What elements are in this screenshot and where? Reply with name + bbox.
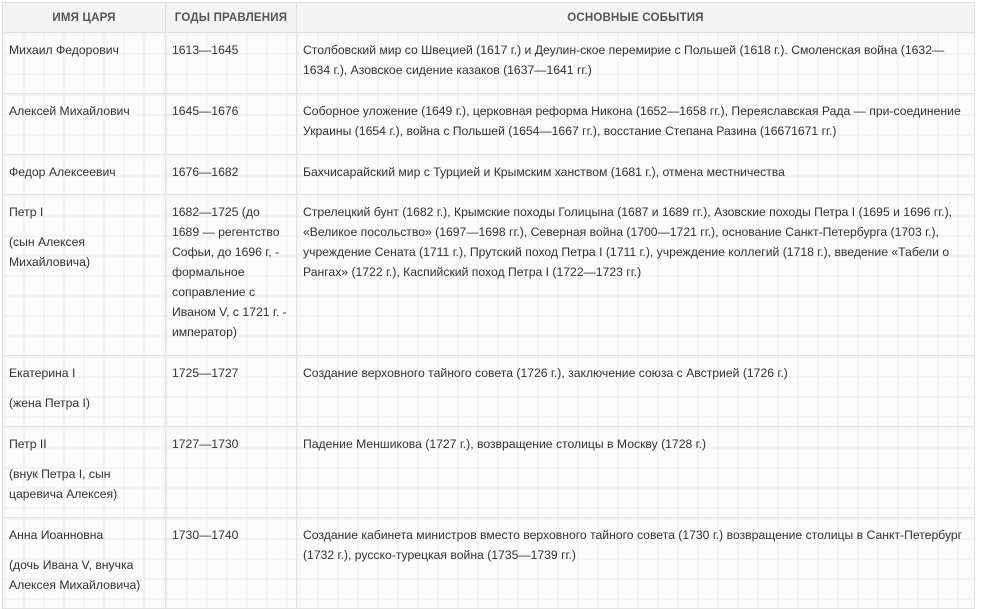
tsars-table xyxy=(2,2,975,609)
cell-events: Создание верховного тайного совета (1726 г.), заключение союза с Австрией (1726 г.) xyxy=(297,356,975,427)
table-row xyxy=(3,94,975,155)
tsar-note: (внук Петра I, сын царевича Алексея) xyxy=(9,467,118,501)
tsar-name: Петр II xyxy=(9,437,47,451)
cell-events: Создание кабинета министров вместо верховного тайного совета (1730 г.) возвращение столицы в Санкт-Петербург (1732 г.), русско-турецкая война (1735—1739 гг.) xyxy=(297,518,975,609)
cell-years: 1676—1682 xyxy=(166,155,297,195)
cell-years: 1727—1730 xyxy=(166,427,297,518)
cell-years: 1613—1645 xyxy=(166,33,297,94)
cell-years: 1645—1676 xyxy=(166,94,297,155)
cell-name xyxy=(3,518,166,609)
header-years: ГОДЫ ПРАВЛЕНИЯ xyxy=(166,3,297,33)
cell-events: Бахчисарайский мир с Турцией и Крымским ханством (1681 г.), отмена местничества xyxy=(297,155,975,195)
tsar-note: (жена Петра I) xyxy=(9,396,90,410)
cell-name xyxy=(3,427,166,518)
tsar-name: Петр I xyxy=(9,205,44,219)
table-row xyxy=(3,33,975,94)
tsars-table-container xyxy=(2,2,974,609)
cell-name xyxy=(3,33,166,94)
cell-events: Падение Меншикова (1727 г.), возвращение столицы в Москву (1728 г.) xyxy=(297,427,975,518)
cell-years: 1730—1740 xyxy=(166,518,297,609)
tsar-name: Анна Иоанновна xyxy=(9,528,104,542)
cell-years: 1682—1725 (до 1689 — регентство Софьи, до 1696 г, - формальное соправление с Иваном V, с 1721 г. - император) xyxy=(166,195,297,356)
table-row xyxy=(3,427,975,518)
header-events: ОСНОВНЫЕ СОБЫТИЯ xyxy=(297,3,975,33)
tsar-name: Алексей Михайлович xyxy=(9,104,130,118)
table-row xyxy=(3,356,975,427)
table-row xyxy=(3,518,975,609)
cell-events: Стрелецкий бунт (1682 г.), Крымские походы Голицына (1687 и 1689 гг.), Азовские походы Петра I (1695 и 1696 гг.), «Великое посольство» (1697—1698 гг.), Северная война (1700—1721 гг.), основание Санкт-Петербурга (1703 г.), учреждение Сената (1711 г.), Прутский поход Петра I (1711 г.), учреждение коллегий (1718 г.), введение «Табели о Рангах» (1722 г.), Каспийский поход Петра I (1722—1723 гг.) xyxy=(297,195,975,356)
cell-name xyxy=(3,356,166,427)
tsar-note: (сын Алексея Михайловича) xyxy=(9,235,90,269)
cell-events: Соборное уложение (1649 г.), церковная реформа Никона (1652—1658 гг.), Переяславская Рада — при-соединение Украины (1654 г.), война с Польшей (1654—1667 гг.), восстание Степана Разина (16671671 гг.) xyxy=(297,94,975,155)
cell-events: Столбовский мир со Швецией (1617 г.) и Деулин-ское перемирие с Польшей (1618 г.). Смоленская война (1632—1634 г.), Азовское сидение казаков (1637—1641 гг.) xyxy=(297,33,975,94)
tsar-name: Екатерина I xyxy=(9,366,76,380)
tsar-note: (дочь Ивана V, внучка Алексея Михайловича) xyxy=(9,558,141,592)
header-row xyxy=(3,3,975,33)
table-header xyxy=(3,3,975,33)
table-row xyxy=(3,195,975,356)
table-body xyxy=(3,33,975,609)
cell-name xyxy=(3,195,166,356)
cell-name xyxy=(3,155,166,195)
cell-years: 1725—1727 xyxy=(166,356,297,427)
cell-name xyxy=(3,94,166,155)
tsar-name: Федор Алексеевич xyxy=(9,165,116,179)
header-name: ИМЯ ЦАРЯ xyxy=(3,3,166,33)
tsar-name: Михаил Федорович xyxy=(9,43,119,57)
table-row xyxy=(3,155,975,195)
